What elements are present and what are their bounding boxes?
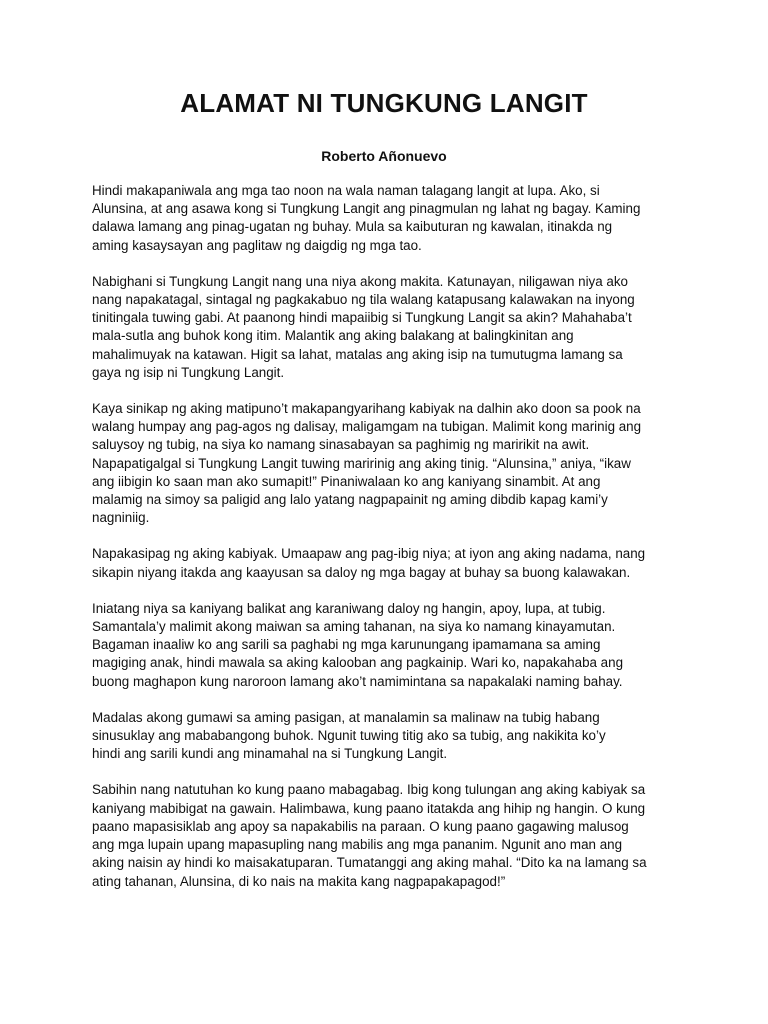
paragraph-line: ating tahanan, Alunsina, di ko nais na makita kang nagpapakapagod!”	[92, 873, 506, 889]
paragraph-line: hindi ang sarili kundi ang minamahal na si Tungkung Langit.	[92, 746, 448, 762]
paragraph-line: gaya ng isip ni Tungkung Langit.	[92, 364, 285, 380]
paragraph-line: malamig na simoy sa paligid ang lalo yatang nagpapainit ng aming dibdib kapag kami’y	[92, 492, 608, 508]
paragraph-7	[92, 781, 692, 890]
paragraph-line: mala-sutla ang buhok kong itim. Malantik ang aking balakang at balingkinitan ang	[92, 328, 574, 344]
paragraph-line: Nabighani si Tungkung Langit nang una niya akong makita. Katunayan, niligawan niya ako	[92, 273, 628, 289]
paragraph-line: tinitingala tuwing gabi. At paanong hindi mapaiibig si Tungkung Langit sa akin? Mahahaba’t	[92, 310, 632, 326]
paragraph-line: sikapin niyang itakda ang kaayusan sa daloy ng mga bagay at buhay sa buong kalawakan.	[92, 564, 631, 580]
paragraph-line: ang mga lupain upang mapasupling nang mabilis ang mga pananim. Ngunit ano man ang	[92, 837, 623, 853]
paragraph-line: Kaya sinikap ng aking matipuno’t makapangyarihang kabiyak na dalhin ako doon sa pook na	[92, 401, 641, 417]
document-body	[92, 182, 692, 909]
paragraph-line: saluysoy ng tubig, na siya ko namang sinasabayan sa paghimig ng maririkit na awit.	[92, 437, 590, 453]
paragraph-1	[92, 182, 692, 255]
paragraph-line: dalawa lamang ang pinag-ugatan ng buhay. Mula sa kaibuturan ng kawalan, itinakda ng	[92, 219, 613, 235]
paragraph-line: nang napakatagal, sintagal ng pagkakabuo ng tila walang katapusang kalawakan na inyong	[92, 292, 635, 308]
paragraph-line: buong maghapon kung naroroon lamang ako’t namimintana sa napakalaki naming bahay.	[92, 673, 623, 689]
paragraph-line: Bagaman inaaliw ko ang sarili sa paghabi ng mga karunungang ipamamana sa aming	[92, 637, 601, 653]
paragraph-line: aming kasaysayan ang paglitaw ng daigdig ng mga tao.	[92, 237, 422, 253]
paragraph-line: Hindi makapaniwala ang mga tao noon na wala naman talagang langit at lupa. Ako, si	[92, 183, 600, 198]
paragraph-4	[92, 545, 692, 581]
paragraph-line: ang iibigin ko saan man ako sumapit!” Pinaniwalaan ko ang kaniyang sinambit. At ang	[92, 473, 601, 489]
paragraph-line: Napapatigalgal si Tungkung Langit tuwing maririnig ang aking tinig. “Alunsina,” aniya, “ikaw	[92, 455, 631, 471]
paragraph-line: magiging anak, hindi mawala sa aking kalooban ang pagkainip. Wari ko, napakahaba ang	[92, 655, 624, 671]
paragraph-line: nagniniig.	[92, 510, 150, 526]
paragraph-3	[92, 400, 692, 527]
paragraph-line: paano mapasisiklab ang apoy sa napakabilis na paraan. O kung paano gagawing malusog	[92, 818, 629, 834]
paragraph-line: mahalimuyak na katawan. Higit sa lahat, matalas ang aking isip na tumutugma lamang sa	[92, 346, 623, 362]
paragraph-line: sinusuklay ang mababangong buhok. Ngunit tuwing titig ako sa tubig, ang nakikita ko’y	[92, 728, 606, 744]
document-author: Roberto Añonuevo	[321, 148, 447, 164]
paragraph-line: Napakasipag ng aking kabiyak. Umaapaw ang pag-ibig niya; at iyon ang aking nadama, nang	[92, 546, 646, 562]
paragraph-line: Sabihin nang natutuhan ko kung paano mabagabag. Ibig kong tulungan ang aking kabiyak sa	[92, 782, 646, 798]
paragraph-line: kaniyang mabibigat na gawain. Halimbawa, kung paano itatakda ang hihip ng hangin. O kung	[92, 800, 646, 816]
paragraph-line: Madalas akong gumawi sa aming pasigan, at manalamin sa malinaw na tubig habang	[92, 709, 600, 725]
paragraph-5	[92, 600, 692, 691]
paragraph-2	[92, 273, 692, 382]
paragraph-line: Iniatang niya sa kaniyang balikat ang karaniwang daloy ng hangin, apoy, lupa, at tubig.	[92, 600, 606, 616]
paragraph-6	[92, 709, 692, 764]
document-title: ALAMAT NI TUNGKUNG LANGIT	[180, 88, 588, 118]
paragraph-line: Alunsina, at ang asawa kong si Tungkung Langit ang pinagmulan ng lahat ng bagay. Kaming	[92, 201, 641, 217]
paragraph-line: Samantala’y malimit akong maiwan sa aming tahanan, na siya ko namang kinayamutan.	[92, 619, 616, 635]
paragraph-line: aking naisin ay hindi ko maisakatuparan. Tumatanggi ang aking mahal. “Dito ka na lamang sa	[92, 855, 647, 871]
paragraph-line: walang humpay ang pag-agos ng dalisay, maligamgam na tubigan. Malimit kong marinig ang	[92, 419, 642, 435]
